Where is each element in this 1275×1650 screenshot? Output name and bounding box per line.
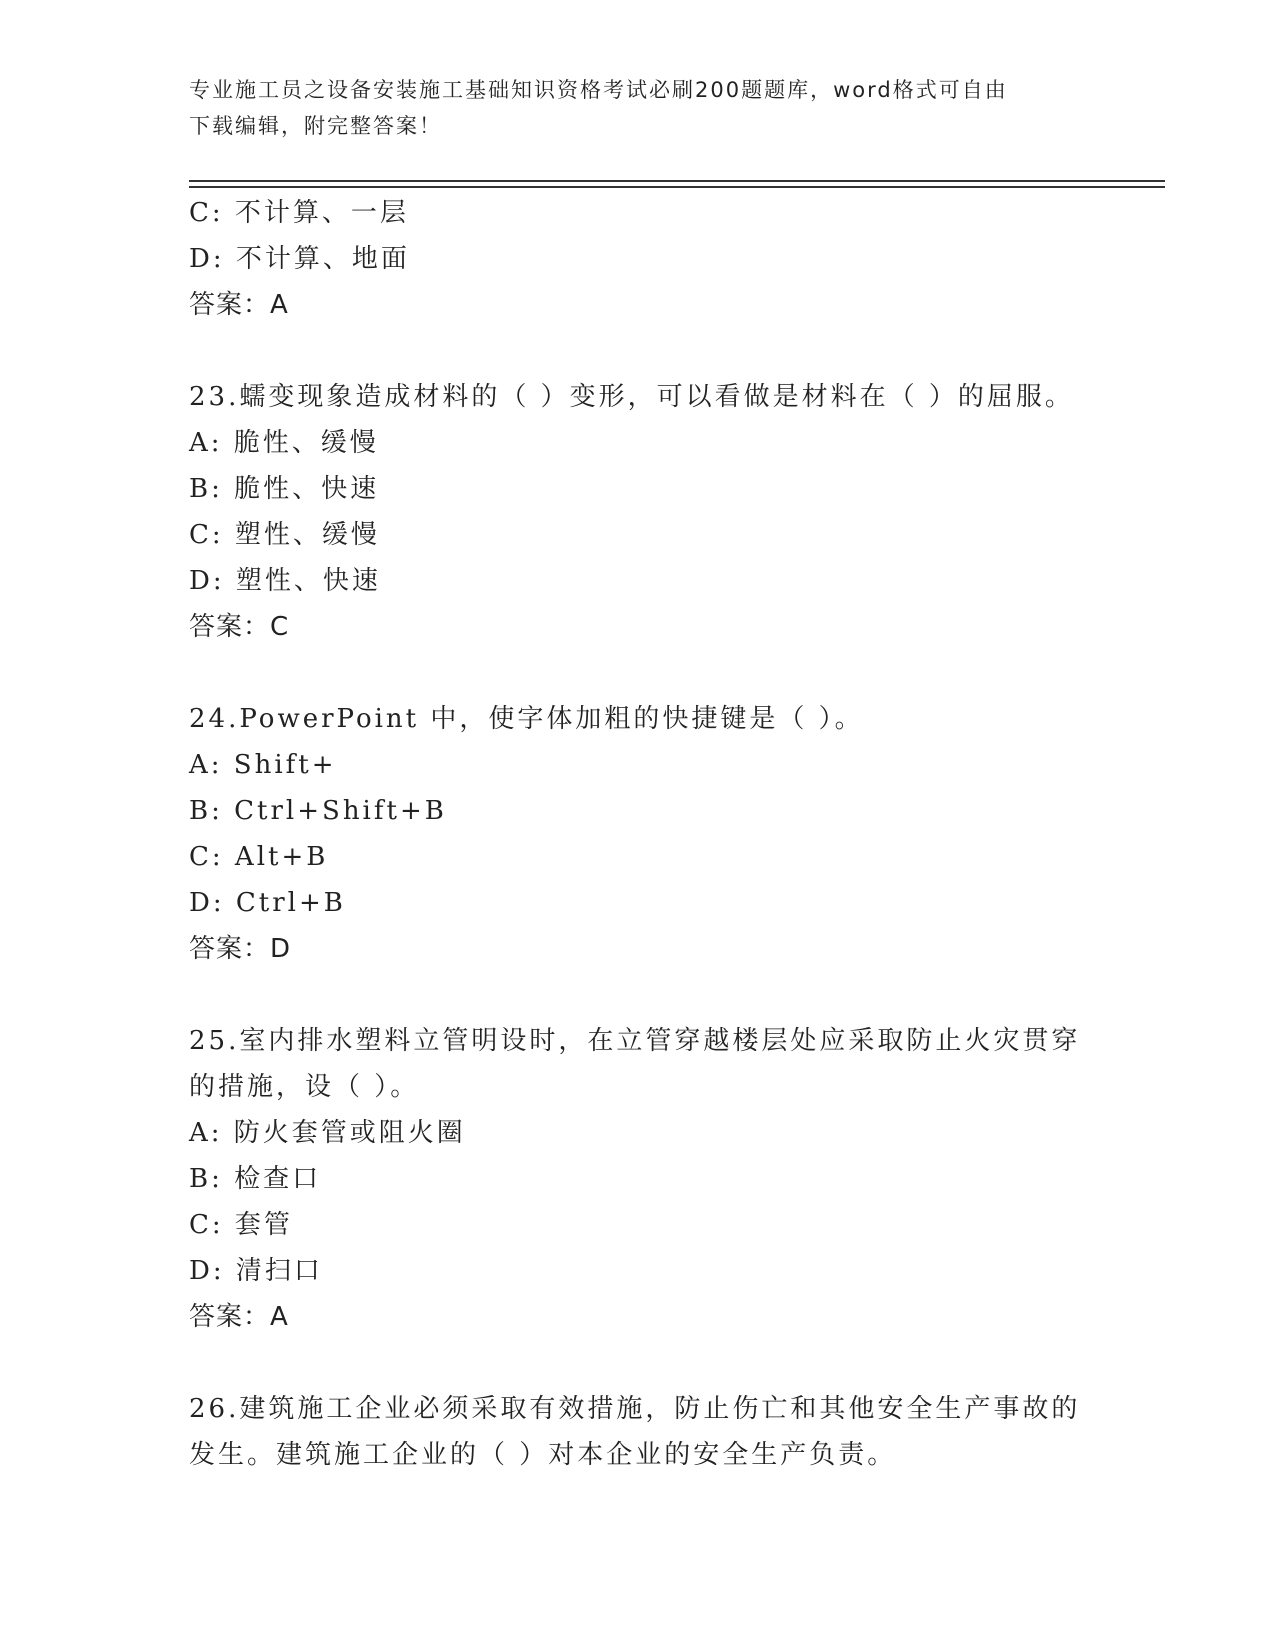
- header-divider-top: [189, 180, 1165, 182]
- question-26: [189, 1386, 1089, 1478]
- question-stem-line-2: 的措施，设（ ）。: [189, 1072, 420, 1102]
- answer-line: 答案：A: [189, 290, 289, 320]
- question-23: [189, 374, 1089, 650]
- question-stem-line-1: 26.建筑施工企业必须采取有效措施，防止伤亡和其他安全生产事故的: [189, 1394, 1081, 1424]
- option-c: C: 套管: [189, 1210, 293, 1240]
- question-list: [189, 190, 1089, 1478]
- question-stem: 24.PowerPoint 中，使字体加粗的快捷键是（ ）。: [189, 704, 864, 734]
- option-c: C: Alt+B: [189, 842, 329, 872]
- option-a: A: 防火套管或阻火圈: [189, 1118, 466, 1148]
- answer-line: 答案：C: [189, 612, 290, 642]
- option-d: D: 不计算、地面: [189, 244, 410, 274]
- option-a: A: Shift+: [189, 750, 337, 780]
- question-24: [189, 696, 1089, 972]
- document-header: [189, 72, 1089, 144]
- option-b: B: 脆性、快速: [189, 474, 380, 504]
- option-b: B: Ctrl+Shift+B: [189, 796, 447, 826]
- option-d: D: 清扫口: [189, 1256, 323, 1286]
- answer-line: 答案：D: [189, 934, 292, 964]
- option-c: C: 不计算、一层: [189, 198, 409, 228]
- question-stem-line-2: 发生。建筑施工企业的（ ）对本企业的安全生产负责。: [189, 1440, 897, 1470]
- carryover-question: [189, 190, 1089, 328]
- answer-line: 答案：A: [189, 1302, 289, 1332]
- option-d: D: Ctrl+B: [189, 888, 346, 918]
- header-line-1: 专业施工员之设备安装施工基础知识资格考试必刷200题题库，word格式可自由: [189, 78, 1008, 102]
- header-divider-bottom: [189, 186, 1165, 188]
- question-25: [189, 1018, 1089, 1340]
- header-line-2: 下载编辑，附完整答案！: [189, 114, 442, 138]
- option-c: C: 塑性、缓慢: [189, 520, 380, 550]
- question-stem: 23.蠕变现象造成材料的（ ）变形，可以看做是材料在（ ）的屈服。: [189, 382, 1074, 412]
- option-d: D: 塑性、快速: [189, 566, 381, 596]
- option-b: B: 检查口: [189, 1164, 322, 1194]
- option-a: A: 脆性、缓慢: [189, 428, 379, 458]
- question-stem-line-1: 25.室内排水塑料立管明设时，在立管穿越楼层处应采取防止火灾贯穿: [189, 1026, 1081, 1056]
